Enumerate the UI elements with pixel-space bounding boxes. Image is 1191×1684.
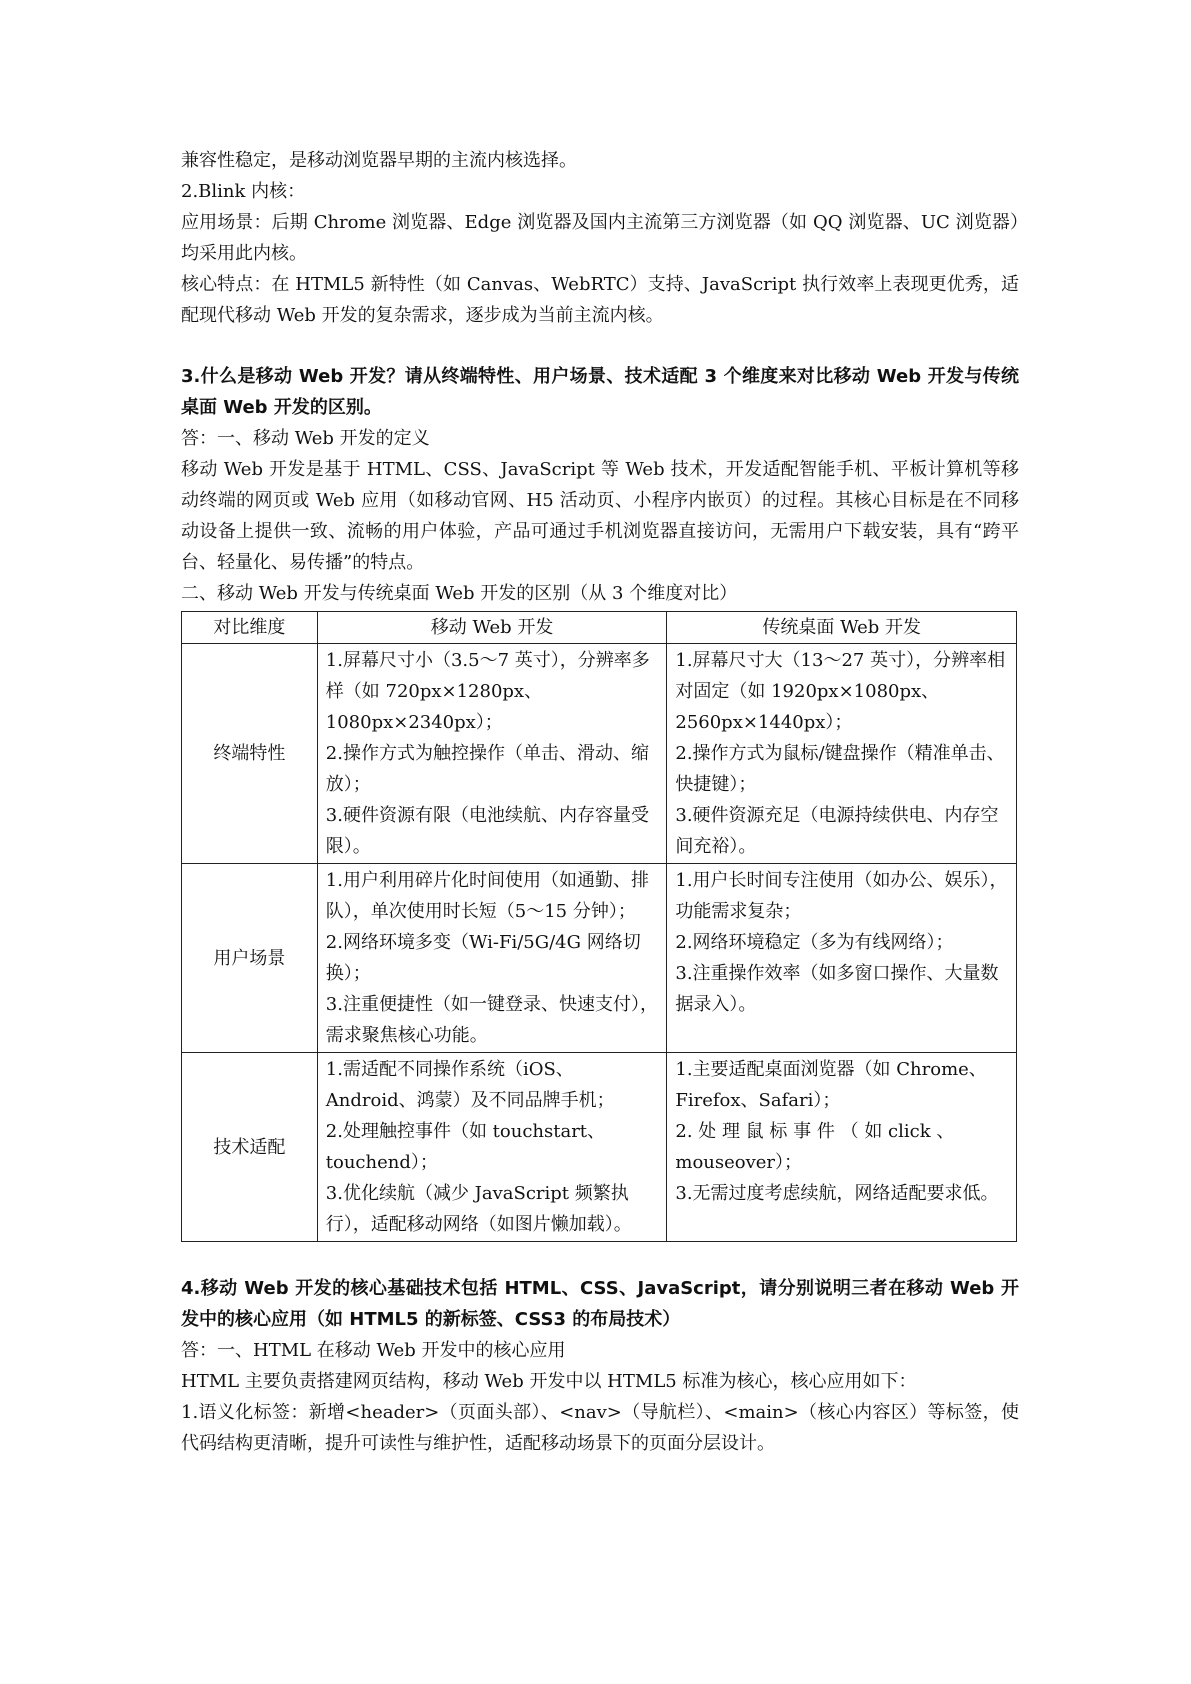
desktop-cell [667, 644, 1017, 864]
paragraph: HTML 主要负责搭建网页结构，移动 Web 开发中以 HTML5 标准为核心，核心应用如下： [181, 1371, 917, 1392]
table-row [182, 1053, 1017, 1242]
paragraph: 核心特点：在 HTML5 新特性（如 Canvas、WebRTC）支持、JavaScript 执行效率上表现更优秀，适配现代移动 Web 开发的复杂需求，逐步成为当前主流内核。 [181, 274, 1019, 326]
definition-paragraph: 移动 Web 开发是基于 HTML、CSS、JavaScript 等 Web 技术，开发适配智能手机、平板计算机等移动终端的网页或 Web 应用（如移动官网、H5 活动页、小程序内嵌页）的过程。其核心目标是在不同移动设备上提供一致、流畅的用户体验，产品可通过手机浏览器直接访问，无需用户下载安装，具有“跨平台、轻量化、易传播”的特点。 [181, 459, 1019, 573]
mobile-cell [317, 864, 667, 1053]
table-row [182, 864, 1017, 1053]
paragraph: 兼容性稳定，是移动浏览器早期的主流内核选择。 [181, 150, 577, 171]
cell-line: 3.注重操作效率（如多窗口操作、大量数据录入）。 [675, 963, 999, 1015]
row-dimension: 终端特性 [182, 644, 318, 864]
cell-line: 2.网络环境多变（Wi-Fi/5G/4G 网络切换）； [325, 932, 641, 984]
cell-line: 2.操作方式为触控操作（单击、滑动、缩放）； [325, 743, 649, 795]
cell-line: 2.操作方式为鼠标/键盘操作（精准单击、快捷键）； [675, 743, 1005, 795]
spacer [181, 1242, 1019, 1273]
cell-line: 1.用户长时间专注使用（如办公、娱乐），功能需求复杂； [675, 870, 1008, 922]
answer-intro: 答：一、HTML 在移动 Web 开发中的核心应用 [181, 1340, 566, 1361]
question-3-heading: 3.什么是移动 Web 开发？请从终端特性、用户场景、技术适配 3 个维度来对比移动 Web 开发与传统桌面 Web 开发的区别。 [181, 366, 1019, 418]
cell-line: 3.无需过度考虑续航，网络适配要求低。 [675, 1183, 999, 1204]
mobile-cell [317, 644, 667, 864]
answer-intro: 答：一、移动 Web 开发的定义 [181, 428, 430, 449]
cell-line: 1.屏幕尺寸大（13～27 英寸），分辨率相对固定（如 1920px×1080px、2560px×1440px）； [675, 650, 1006, 733]
cell-line: 1.需适配不同操作系统（iOS、Android、鸿蒙）及不同品牌手机； [325, 1059, 615, 1111]
cell-line: 1.主要适配桌面浏览器（如 Chrome、Firefox、Safari）； [675, 1059, 987, 1111]
cell-line: 2. 处 理 鼠 标 事 件 （ 如 click 、mouseover）； [675, 1121, 955, 1173]
cell-line: 2.处理触控事件（如 touchstart、touchend）； [325, 1121, 606, 1173]
comparison-title: 二、移动 Web 开发与传统桌面 Web 开发的区别（从 3 个维度对比） [181, 583, 738, 604]
header-desktop: 传统桌面 Web 开发 [667, 612, 1017, 644]
question-4-heading: 4.移动 Web 开发的核心基础技术包括 HTML、CSS、JavaScript，请分别说明三者在移动 Web 开发中的核心应用（如 HTML5 的新标签、CSS3 的布局技术） [181, 1278, 1019, 1330]
cell-line: 3.硬件资源有限（电池续航、内存容量受限）。 [325, 805, 649, 857]
table-row [182, 644, 1017, 864]
cell-line: 1.屏幕尺寸小（3.5～7 英寸），分辨率多样（如 720px×1280px、1080px×2340px）； [325, 650, 650, 733]
row-dimension: 用户场景 [182, 864, 318, 1053]
row-dimension: 技术适配 [182, 1053, 318, 1242]
paragraph: 应用场景：后期 Chrome 浏览器、Edge 浏览器及国内主流第三方浏览器（如 QQ 浏览器、UC 浏览器）均采用此内核。 [181, 212, 1019, 264]
spacer [181, 331, 1019, 361]
header-dimension: 对比维度 [182, 612, 318, 644]
cell-line: 3.硬件资源充足（电源持续供电、内存空间充裕）。 [675, 805, 999, 857]
desktop-cell [667, 864, 1017, 1053]
cell-line: 2.网络环境稳定（多为有线网络）； [675, 932, 954, 953]
cell-line: 1.用户利用碎片化时间使用（如通勤、排队），单次使用时长短（5～15 分钟）； [325, 870, 649, 922]
header-mobile: 移动 Web 开发 [317, 612, 667, 644]
mobile-cell [317, 1053, 667, 1242]
paragraph: 1.语义化标签：新增<header>（页面头部）、<nav>（导航栏）、<main>（核心内容区）等标签，使代码结构更清晰，提升可读性与维护性，适配移动场景下的页面分层设计。 [181, 1402, 1019, 1454]
cell-line: 3.优化续航（减少 JavaScript 频繁执行），适配移动网络（如图片懒加载）。 [325, 1183, 632, 1235]
page-content [181, 145, 1019, 1459]
desktop-cell [667, 1053, 1017, 1242]
table-header-row [182, 612, 1017, 644]
comparison-table [181, 611, 1017, 1242]
paragraph: 2.Blink 内核： [181, 181, 306, 202]
cell-line: 3.注重便捷性（如一键登录、快速支付），需求聚焦核心功能。 [325, 994, 658, 1046]
